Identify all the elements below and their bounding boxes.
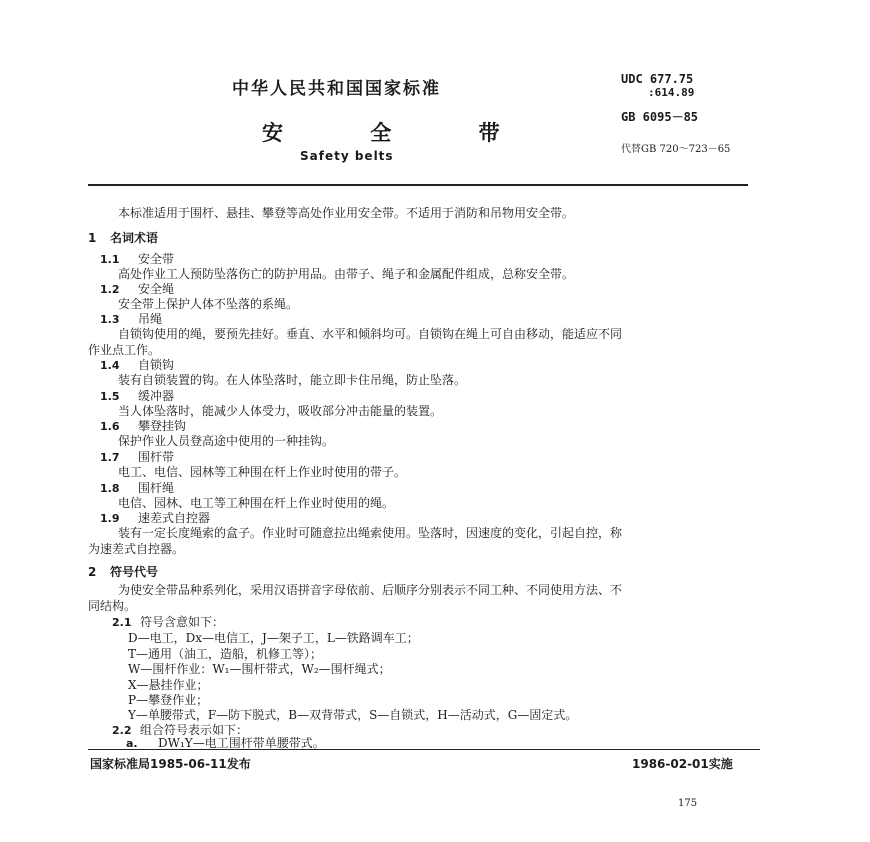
term-1-1-desc: 高处作业工人预防坠落伤亡的防护用品。由带子、绳子和金属配件组成，总称安全带。 [118,267,575,281]
gb-standard-code: GB 6095－85 [621,110,699,124]
term-number: 1.4 [100,359,120,372]
term-number: 1.5 [100,390,120,403]
subsection-number: 2.1 [112,616,132,629]
document-title-en: Safety belts [300,149,394,163]
term-number: 1.3 [100,313,120,326]
term-number: 1.1 [100,253,120,266]
term-1-2-desc: 安全带上保护人体不坠落的系绳。 [118,297,299,311]
term-name: 攀登挂钩 [138,419,187,433]
term-number: 1.2 [100,283,120,296]
term-name: 围杆带 [138,450,175,464]
scope-paragraph: 本标准适用于围杆、悬挂、攀登等高处作业用安全带。不适用于消防和吊物用安全带。 [118,206,575,220]
section-number: 1 [88,231,97,245]
udc-code-line1: UDC 677.75 [621,72,694,86]
symbol-line-2: T—通用（油工，造船，机修工等）； [128,647,323,661]
term-name: 缓冲器 [138,389,175,403]
symbol-line-5: P—攀登作业； [128,693,209,707]
replaces-note: 代替GB 720～723－65 [621,144,731,155]
term-name: 速差式自控器 [138,511,211,525]
term-1-7-desc: 电工、电信、园林等工种围在杆上作业时使用的带子。 [118,465,407,479]
subsection-title: 符号含意如下： [140,615,225,629]
term-number: 1.6 [100,420,120,433]
term-1-5-desc: 当人体坠落时，能减少人体受力，吸收部分冲击能量的装置。 [118,404,443,418]
header-divider [88,184,748,186]
term-number: 1.7 [100,451,120,464]
section-2-intro: 为使安全带品种系列化，采用汉语拼音字母依前、后顺序分别表示不同工种、不同使用方法、不 [118,583,623,597]
subsection-2-1 [112,614,224,631]
term-1-6-desc: 保护作业人员登高途中使用的一种挂钩。 [118,434,335,448]
section-2-heading [88,564,158,580]
term-1-9-desc: 装有一定长度绳索的盒子。作业时可随意拉出绳索使用。坠落时，因速度的变化，引起自控，称 [118,526,623,540]
footer-divider [88,749,760,750]
term-name: 吊绳 [138,312,163,326]
list-text: DW₁Y—电工围杆带单腰带式。 [158,736,325,750]
term-number: 1.9 [100,512,120,525]
standard-org-title: 中华人民共和国国家标准 [232,79,441,99]
subsection-number: 2.2 [112,724,132,737]
list-label: a. [126,737,138,750]
term-name: 围杆绳 [138,481,175,495]
section-title: 符号代号 [110,565,159,579]
term-name: 自锁钩 [138,358,175,372]
term-1-9-desc-cont: 为速差式自控器。 [88,542,185,556]
term-name: 安全带 [138,252,175,266]
page-number: 175 [678,798,698,809]
issued-date: 国家标准局1985-06-11发布 [90,757,251,771]
effective-date: 1986-02-01实施 [632,757,733,771]
term-name: 安全绳 [138,282,175,296]
symbol-line-6: Y—单腰带式，F—防下脱式，B—双背带式，S—自锁式，H—活动式，G—固定式。 [128,708,578,722]
subsection-title: 组合符号表示如下： [140,723,249,737]
udc-code-line2: :614.89 [648,86,695,99]
section-2-intro-cont: 同结构。 [88,599,137,613]
symbol-line-4: X—悬挂作业； [128,678,209,692]
term-1-3-desc-cont: 作业点工作。 [88,343,161,357]
section-1-heading [88,230,158,246]
document-title-cn: 安 全 带 [262,121,540,145]
symbol-line-1: D—电工，Dx—电信工，J—架子工，L—铁路调车工； [128,631,419,645]
term-1-8-desc: 电信、园林、电工等工种围在杆上作业时使用的绳。 [118,496,395,510]
symbol-line-3: W—围杆作业：W₁—围杆带式，W₂—围杆绳式； [128,662,391,676]
term-1-3-desc: 自锁钩使用的绳，要预先挂好。垂直、水平和倾斜均可。自锁钩在绳上可自由移动，能适应不同 [118,327,623,341]
term-number: 1.8 [100,482,120,495]
term-1-4-desc: 装有自锁装置的钩。在人体坠落时，能立即卡住吊绳，防止坠落。 [118,373,467,387]
section-number: 2 [88,565,97,579]
section-title: 名词术语 [110,231,159,245]
